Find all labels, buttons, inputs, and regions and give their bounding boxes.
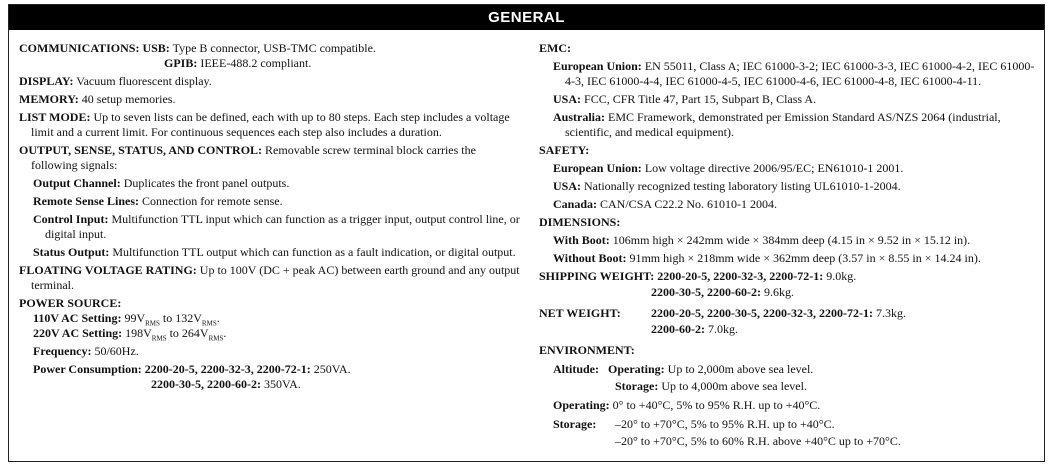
list-mode-spec: LIST MODE: Up to seven lists can be defined, each with up to 80 steps. Each step includes a voltage limit and a current limit. For continuous sequences each step also includes a duration. (19, 110, 510, 139)
ac220-setting: 220V AC Setting: $198V_{RMS}$ to $264V_{RMS}$. (33, 326, 227, 343)
safety-canada: Canada: CAN/CSA C22.2 No. 61010-1 2004. (553, 197, 778, 211)
display-spec: DISPLAY: Vacuum fluorescent display. (19, 74, 212, 88)
remote-sense-item: Remote Sense Lines: Connection for remote sense. (33, 194, 283, 208)
frequency-spec: Frequency: 50/60Hz. (33, 344, 139, 358)
dimensions-without-boot: Without Boot: 91mm high × 218mm wide × 362mm deep (3.57 in × 8.55 in × 14.24 in). (553, 251, 981, 265)
output-channel-item: Output Channel: Duplicates the front panel outputs. (33, 176, 290, 190)
ac110-setting: 110V AC Setting: $99V_{RMS}$ to $132V_{RMS}$. (33, 311, 220, 328)
shipping-weight-1: SHIPPING WEIGHT: 2200-20-5, 2200-32-3, 2200-72-1: 9.0kg. (539, 269, 857, 283)
safety-usa: USA: Nationally recognized testing laboratory listing UL61010-1-2004. (553, 179, 901, 193)
storage-env-1: Storage: –20° to +70°C, 5% to 95% R.H. up to +40°C. (553, 417, 835, 431)
altitude-operating: Altitude: Operating: Up to 2,000m above sea level. (553, 362, 814, 376)
net-weight-2: 2200-60-2: 7.0kg. (651, 322, 738, 336)
dimensions-with-boot: With Boot: 106mm high × 242mm wide × 384mm deep (4.15 in × 9.52 in × 15.12 in). (553, 233, 971, 247)
emc-heading: EMC: (539, 41, 571, 55)
net-weight-1: NET WEIGHT: 2200-20-5, 2200-30-5, 2200-32-3, 2200-72-1: 7.3kg. (539, 306, 906, 320)
floating-voltage-spec: FLOATING VOLTAGE RATING: Up to 100V (DC + peak AC) between earth ground and any output terminal. (19, 263, 520, 292)
altitude-storage: Storage: Up to 4,000m above sea level. (615, 379, 807, 393)
communications-gpib: GPIB: IEEE-488.2 compliant. (164, 56, 312, 70)
emc-australia: Australia: EMC Framework, demonstrated per Emission Standard AS/NZS 2064 (industrial, scientific, and medical equipment). (553, 110, 1001, 139)
safety-eu: European Union: Low voltage directive 2006/95/EC; EN61010-1 2001. (553, 161, 904, 175)
safety-heading: SAFETY: (539, 143, 590, 157)
communications-usb: COMMUNICATIONS: USB: Type B connector, USB-TMC compatible. (19, 41, 376, 55)
dimensions-heading: DIMENSIONS: (539, 215, 621, 229)
power-consumption-2: 2200-30-5, 2200-60-2: 350VA. (151, 377, 301, 391)
environment-heading: ENVIRONMENT: (539, 343, 635, 357)
storage-env-2: –20° to +70°C, 5% to 60% R.H. above +40°C up to +70°C. (615, 434, 901, 448)
emc-usa: USA: FCC, CFR Title 47, Part 15, Subpart B, Class A. (553, 92, 817, 106)
section-title: GENERAL (9, 5, 1044, 30)
right-column (539, 41, 1037, 452)
power-source-heading: POWER SOURCE: (19, 296, 122, 310)
output-sense-spec: OUTPUT, SENSE, STATUS, AND CONTROL: Removable screw terminal block carries the following signals: (19, 143, 476, 172)
status-output-item: Status Output: Multifunction TTL output which can function as a fault indication, or digital output. (33, 245, 516, 259)
emc-eu: European Union: EN 55011, Class A; IEC 61000-3-2; IEC 61000-3-3, IEC 61000-4-2, IEC 61000-4-3, IEC 61000-4-4, IEC 61000-4-5, IEC 61000-4-6, IEC 61000-4-8, IEC 61000-4-11. (553, 59, 1035, 88)
left-column (19, 41, 524, 395)
operating-env: Operating: 0° to +40°C, 5% to 95% R.H. up to +40°C. (553, 398, 821, 412)
shipping-weight-2: 2200-30-5, 2200-60-2: 9.6kg. (651, 285, 794, 299)
control-input-item: Control Input: Multifunction TTL input which can function as a trigger input, output control line, or digital input. (33, 212, 520, 241)
memory-spec: MEMORY: 40 setup memories. (19, 92, 176, 106)
spec-table (8, 4, 1045, 462)
power-consumption-1: Power Consumption: 2200-20-5, 2200-32-3, 2200-72-1: 250VA. (33, 362, 351, 376)
